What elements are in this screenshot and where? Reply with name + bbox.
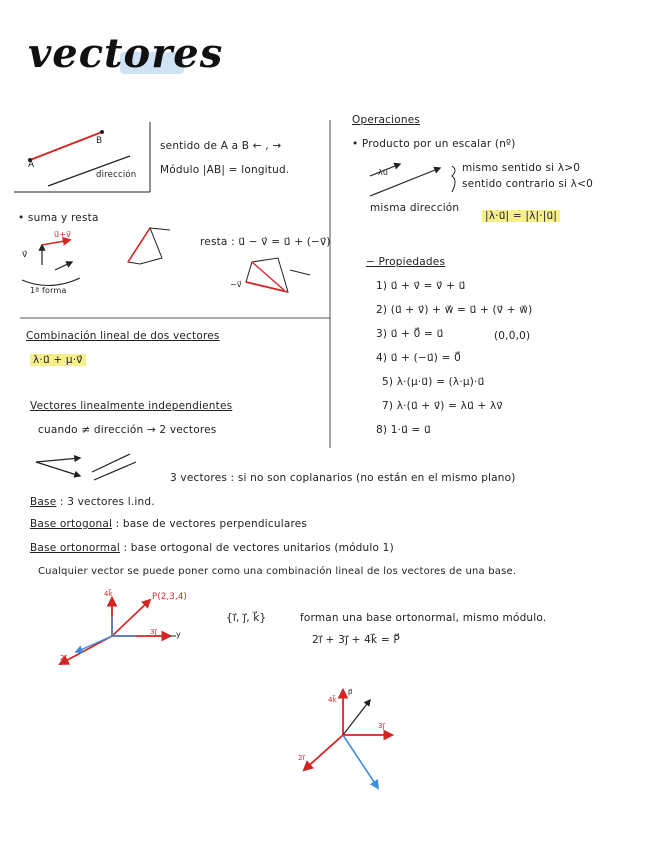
modulo-formula: |λ·u⃗| = |λ|·|u⃗| xyxy=(482,210,560,222)
suma-heading: • suma y resta xyxy=(18,212,99,224)
four-k-label-2: 4k⃗ xyxy=(328,696,337,704)
base-label: Base xyxy=(30,496,57,508)
tres-vectores-text: 3 vectores : si no son coplanarios (no están en el mismo plano) xyxy=(170,472,516,484)
p-vector-label: p⃗ xyxy=(348,688,353,696)
three-j-label: 3j⃗ xyxy=(150,628,157,636)
ijk-set: {i⃗, j⃗, k⃗} xyxy=(226,612,267,624)
suma-diagram-2 xyxy=(128,228,170,264)
uv-label: u⃗+v⃗ xyxy=(54,230,72,239)
base-vectors-diagram xyxy=(304,690,392,788)
propiedad-item: 1) u⃗ + v⃗ = v⃗ + u⃗ xyxy=(376,280,466,292)
lu-label: λu⃗ xyxy=(378,168,389,177)
direccion-label: dirección xyxy=(96,170,137,180)
resta-diagram xyxy=(246,258,310,292)
operaciones-heading: Operaciones xyxy=(352,114,421,126)
propiedad-item: 2) (u⃗ + v⃗) + w⃗ = u⃗ + (v⃗ + w⃗) xyxy=(376,304,533,316)
two-i-label: 2i⃗ xyxy=(60,654,67,662)
first-form-label: 1ª forma xyxy=(30,286,67,295)
two-i-label-2: 2i⃗ xyxy=(298,754,305,762)
ortonormal-label: Base ortonormal xyxy=(30,542,120,554)
independientes-diagram xyxy=(36,454,136,480)
coordinate-axes-diagram xyxy=(60,598,176,664)
propiedad-item: 3) u⃗ + 0⃗ = u⃗ xyxy=(376,328,444,340)
y-axis-label: y xyxy=(176,630,181,639)
v-label: v⃗ xyxy=(22,250,28,260)
propiedad-item: 8) 1·u⃗ = u⃗ xyxy=(376,424,431,436)
independientes-heading: Vectores linealmente independientes xyxy=(30,400,233,412)
combinacion-heading: Combinación lineal de dos vectores xyxy=(26,330,220,342)
ortogonal-text: : base de vectores perpendiculares xyxy=(115,518,308,530)
cualquier-vector-text: Cualquier vector se puede poner como una combinación lineal de los vectores de una base. xyxy=(38,566,517,577)
base-text: : 3 vectores l.ind. xyxy=(59,496,155,508)
segment-ab-diagram xyxy=(14,122,150,192)
minus-v-label: −v⃗ xyxy=(230,280,242,289)
point-a-label: A xyxy=(28,160,35,170)
suma-p-text: 2i⃗ + 3j⃗ + 4k⃗ = P⃗ xyxy=(312,634,400,646)
propiedad-item: 4) u⃗ + (−u⃗) = 0⃗ xyxy=(376,352,462,364)
forman-text: forman una base ortonormal, mismo módulo. xyxy=(300,612,547,624)
four-k-label: 4k⃗ xyxy=(104,590,113,598)
misma-direccion-text: misma dirección xyxy=(370,202,460,214)
propiedades-heading: − Propiedades xyxy=(366,256,446,268)
resta-text: resta : u⃗ − v⃗ = u⃗ + (−v⃗) xyxy=(200,236,331,248)
suma-diagram-1 xyxy=(22,240,80,286)
ortonormal-text: : base ortogonal de vectores unitarios (módulo 1) xyxy=(123,542,394,554)
modulo-text: Módulo |AB| = longitud. xyxy=(160,164,290,176)
point-p-label: P(2,3,4) xyxy=(152,592,187,602)
cuando-text: cuando ≠ dirección → 2 vectores xyxy=(38,424,217,436)
propiedad-item: 5) λ·(μ·u⃗) = (λ·μ)·u⃗ xyxy=(382,376,485,388)
sentido-text: sentido de A a B ← , → xyxy=(160,140,282,152)
propiedad-item: 7) λ·(u⃗ + v⃗) = λu⃗ + λv⃗ xyxy=(382,400,503,412)
combinacion-formula: λ·u⃗ + μ·v⃗ xyxy=(30,354,86,366)
point-b-label: B xyxy=(96,136,103,146)
ortogonal-label: Base ortogonal xyxy=(30,518,113,530)
page-title: vectores xyxy=(28,30,224,77)
producto-text: • Producto por un escalar (nº) xyxy=(352,138,516,150)
zero-vector-note: (0,0,0) xyxy=(494,330,531,342)
mismo-sentido-text: mismo sentido si λ>0 xyxy=(462,162,581,174)
sentido-contrario-text: sentido contrario si λ<0 xyxy=(462,178,593,190)
three-j-label-2: 3j⃗ xyxy=(378,722,385,730)
